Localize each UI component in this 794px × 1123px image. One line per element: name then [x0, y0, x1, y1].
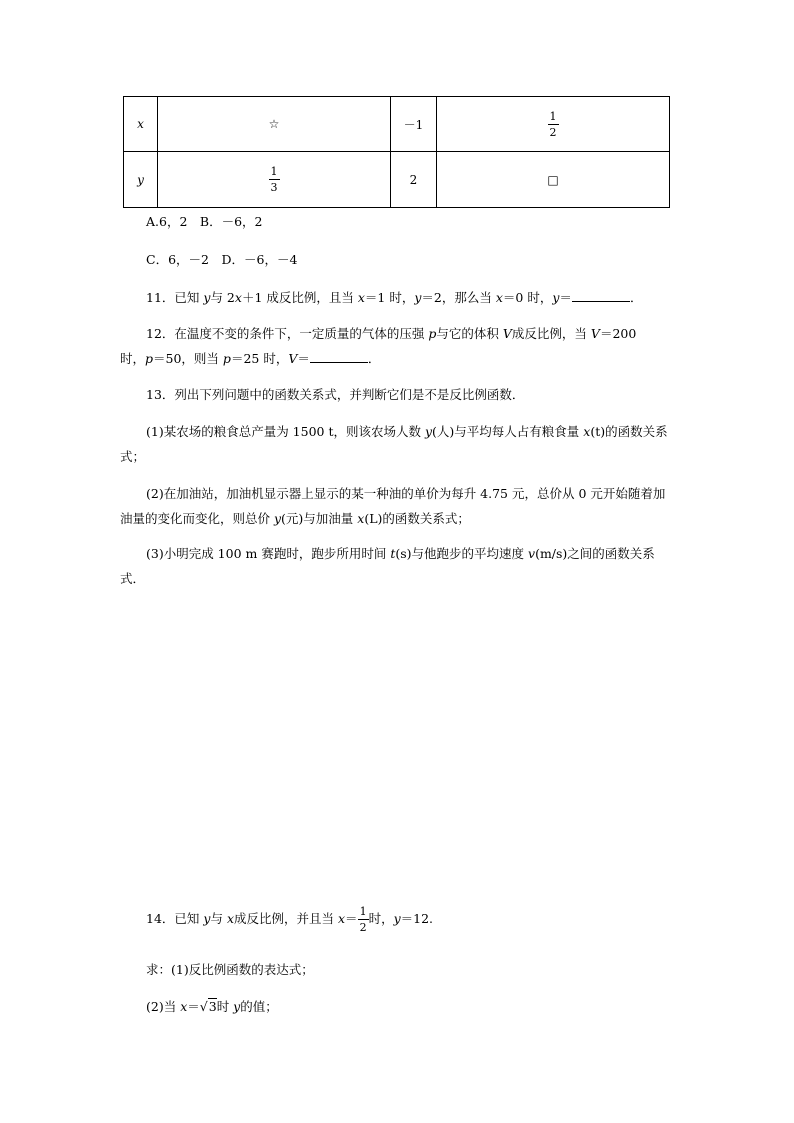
minus-one-cell: －1 [391, 97, 437, 152]
star-symbol: ☆ [268, 117, 280, 131]
question-13-title: 13．列出下列问题中的函数关系式，并判断它们是不是反比例函数． [146, 387, 525, 402]
value-table [123, 96, 670, 208]
answer-blank [572, 291, 630, 302]
question-11: 11．已知 y与 2x＋1 成反比例，且当 x＝1 时，y＝2，那么当 x＝0 时，y＝ ． [146, 290, 643, 305]
row-label-y: y [124, 152, 158, 208]
choices-line-1: A.6，2 B．－6，2 [146, 214, 263, 229]
square-cell [437, 152, 670, 208]
square-symbol: □ [547, 172, 559, 187]
two-cell: 2 [391, 152, 437, 208]
table-row-x [124, 97, 670, 152]
question-14-part-2: (2)当 x＝√3时 y的值； [146, 999, 278, 1014]
star-cell [158, 97, 391, 152]
question-13-part-2: (2)在加油站，加油机显示器上显示的某一种油的单价为每升 4.75 元，总价从 0 元开始随着加油量的变化而变化，则总价 y(元)与加油量 x(L)的函数关系式； [120, 486, 666, 526]
sqrt-radicand: 3 [208, 999, 217, 1014]
table-row-y [124, 152, 670, 208]
question-12-line-2: 时，p＝50，则当 p＝25 时，V＝ ． [120, 351, 381, 366]
row-label-x: x [124, 97, 158, 152]
choices-line-2: C．6，－2 D．－6，－4 [146, 252, 298, 267]
fraction-one-half: $\frac{1}{2}$ [359, 905, 367, 934]
question-12-line-1: 12．在温度不变的条件下，一定质量的气体的压强 p与它的体积 V成反比例，当 V＝200 [146, 326, 637, 341]
sqrt-symbol: √ [199, 999, 208, 1014]
fraction-one-third: $\frac{1}{3}$ [270, 165, 278, 194]
question-13-part-3: (3)小明完成 100 m 赛跑时，跑步所用时间 t(s)与他跑步的平均速度 v(m/s)之间的函数关系式． [120, 546, 655, 586]
answer-blank [310, 352, 368, 363]
third-cell [158, 152, 391, 208]
question-13-part-1: (1)某农场的粮食总产量为 1500 t，则该农场人数 y(人)与平均每人占有粮食量 x(t)的函数关系式； [120, 424, 668, 464]
question-14: 14．已知 y与 x成反比例，并且当 x＝ $\frac{1}{2}$ 时，y＝12. [146, 905, 434, 934]
fraction-one-half: $\frac{1}{2}$ [549, 109, 557, 139]
half-cell [437, 97, 670, 152]
question-14-ask: 求：(1)反比例函数的表达式； [146, 962, 314, 977]
